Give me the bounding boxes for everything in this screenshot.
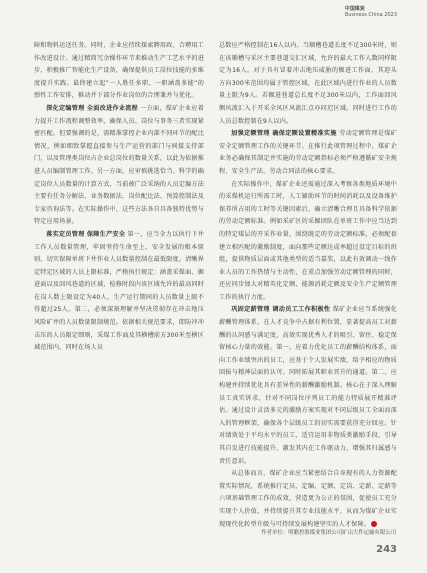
magazine-subtitle: Business China 2023 (344, 12, 397, 18)
paragraph-text: 从总体而言，煤矿企业应当紧密结合自身现有的人力资源配置实际情况，系统推行定员、定编、定额、定岗、定薪、定薪等六项基础管理工作的成效，营造更为公正的氛围，促使员工充分实现个人价值，并持续提升其专业技能水平，从而为煤矿企业实现现代化转型升级与可持续发展构建坚实的人才保障。 (219, 470, 397, 528)
paragraph-text: 第一，应当全力以执行下井工作人员数量管理，牢固坚持生命至上、安全发展的根本原则。切实保障单班下井作业人员数量控制在最低限度。清晰界定特定区域的人员上限标准，严格执行规定：涵盖采煤面、掘进面以及回风巷道的区域，检修时段内该区域允许的最高同时在岗人数上限设定为40人，生产运行期间的人员数量上限不得超过25人。第二，必须深刻理解并坚决贯彻存在冲击地压风险矿井的人员数量限制规范。依据相关规范要求，即防冲冲击压的人员限定细则，采煤工作面及其横槽前方300米至横区域范围内，同时在场人员 (34, 230, 204, 352)
paragraph (34, 229, 204, 355)
paragraph (219, 304, 397, 468)
paragraph (219, 128, 397, 178)
paragraph-text: 一方面，煤矿企业应着力提升工作流程调整效率，确保人员、岗位与事务三者实现紧密匹配。但要强调的是，需精准掌控企业内部不同环节的配比情况，例如细致掌握直接参与生产运营的部门与间接支持部门，以及管理类岗位占企业总岗位的数量关系，以此为依据推进人员编制管理工作。另一方面，应审慎挑选恰当、科学的确定岗位人员数量的计算方式，当前被广泛采纳的人员定编方法主要有任务分解法、业务数据法、岗位配比法、预算控制法及专家咨询法等。在实际操作中，这些方法各自具备独特优势与特定应用场景。 (34, 104, 204, 226)
magazine-header (345, 6, 397, 18)
paragraph-text: 障和物料运送任务。同时，企业应持续探索聘用政、合聘用工作改进设计。通过精简冗余操作环节来推动生产工艺水平的进步，积极推广智能化生产设备，确保提供员工岗位技能的多维度提升实践。最终建立起“一人胜任多职、一职涵盖多能”的弹性工作安排，推动并下部分作业岗位的合理兼并与优化。 (34, 42, 204, 100)
right-column (219, 40, 397, 531)
paragraph (219, 468, 397, 531)
paragraph (34, 40, 204, 103)
paragraph (34, 103, 204, 229)
paragraph-text: 劳动定额管理是煤矿安全定额管理工作的关键环节。在推行此项管理过程中，煤矿企业务必确保其制定并实施的劳动定额指标必须严格遵循矿安全规程、安全生产法、劳动合同法的核心要求。 (219, 130, 397, 175)
article-end-icon (371, 521, 377, 527)
paragraph-text: 在实际操作中，煤矿企业还需通过深入考察各类地质环境中的采煤机运行所需工时，人工辅助环节的时间消耗以及设备维护保养所占用的工时等关键因素后，确立清晰合理且具备科学依据的劳动定额标准。例如采矿区的采掘团队在单班工作中应当达到的特定煤层的开采作业量，围绕既定的劳动定额标准，必须配套建立相匹配的激励制度，面向那些定额达成率超过设定目标的班组，提供物质层面或其他类型的适当嘉奖，以此有效调动一线作业人员的工作热情与主动性，在重点加强劳动定额管理的同时，还应同步加大对精英化定额、能源消耗定额及安全生产定额管理工作的执行力度。 (219, 180, 397, 301)
left-column (34, 40, 204, 355)
magazine-name: 中国煤炭 (344, 6, 365, 12)
author-affiliation: 作者单位：明瞻控股煤业集团公司矿山大件运输有限公司 (261, 530, 396, 536)
paragraph (219, 40, 397, 128)
paragraph-text: 煤矿企业应当系统强化薪酬管理体系，在人才竞争中占据有利位置，显著提高员工对薪酬的认同感与满足度，高效实现优秀人才的吸引、留住、稳定保留核心力量的效能。第一，应着力优化员工的薪酬结构体系，面向工作业绩突出的员工，应基于个人发展实绩，给予相应的物质回报与精神层面的认可。同时拓展其职业晋升的通道。第二，应构建并持续优化具有差异性的薪酬激励机制。核心在于深入理解员工真实诉求，针对不同岗位序列员工的能力特质展开精准评估。通过设计灵活多元的激励方案实现对不同层级员工全面而深入的管理框架，确保各个层级员工的切实需要获得充分回应。针对绩效处于平均水平的员工，适宜运用非物质类激励手段，引导其自发进行技能提升，激发其内在工作驱动力，增强其归属感与责任意识。 (219, 306, 398, 465)
section-heading: 加强定额管理 确保定额设置精准实施 (231, 130, 337, 138)
section-heading: 深化定编管理 全面改进作业流程 (46, 104, 138, 112)
paragraph-text: 总数应严格控制在16人以内。当顺槽巷道长度不足300米时，则在该顺槽与采区主要巷道交汇区域，允许的最大工作人数同样限定为16人。对于具有冒着冲击地压威胁的掘进工作面，其迎头方向300米范围均属于管控区域，在此区域内进行作业的人员数量上限为9人。若掘进巷道总长度不足300米以内，工作面回风侧风流汇入于开采全风区风流汇点亦同迟区域，同时进行工作的人员总数控制在9人以内。 (219, 42, 397, 125)
section-heading: 落实定员管理 保障生产安全 (46, 230, 126, 238)
paragraph (219, 179, 397, 305)
page-number: 243 (376, 544, 397, 555)
section-heading: 巩固定薪管理 调动员工工作积极性 (231, 306, 331, 314)
